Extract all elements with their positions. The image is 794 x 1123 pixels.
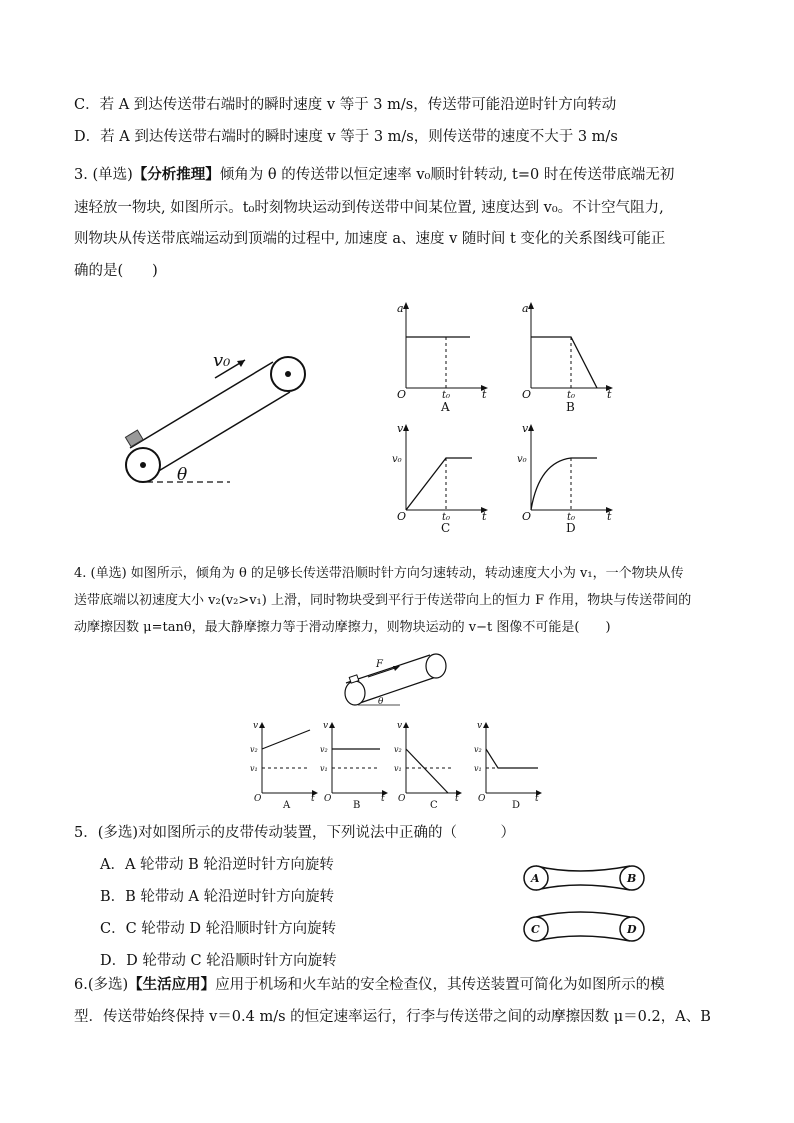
q3-graph-b — [517, 300, 617, 412]
q6-line-2: 型．传送带始终保持 v＝0.4 m/s 的恒定速率运行，行李与传送带之间的动摩擦因数 μ＝0.2，A、B — [74, 1009, 711, 1025]
q3c-label: C — [441, 521, 451, 535]
q4a-label: A — [283, 800, 291, 811]
q3b-origin: O — [522, 388, 532, 401]
q4d-v2: v₂ — [474, 745, 482, 754]
q5-option-a: A．A 轮带动 B 轮沿逆时针方向旋转 — [100, 857, 334, 873]
q3d-ytick: v₀ — [517, 454, 527, 465]
q3-graph-c — [392, 420, 492, 535]
q3d-tick: t₀ — [567, 512, 576, 523]
q6-tag: 【生活应用】 — [128, 976, 216, 993]
q4a-v2: v₂ — [250, 745, 258, 754]
q4d-label: D — [512, 800, 521, 811]
q3-v0-label: v₀ — [213, 350, 231, 371]
q5-belt-figure — [520, 860, 650, 946]
q4d-v1: v₁ — [474, 764, 482, 773]
q4c-xaxis: t — [455, 794, 459, 804]
q4-graph-c — [392, 718, 464, 810]
q5-option-c: C．C 轮带动 D 轮沿顺时针方向旋转 — [100, 921, 337, 937]
q3-graph-a — [392, 300, 492, 412]
q3b-yaxis: a — [522, 302, 529, 315]
q4a-yaxis: v — [253, 721, 259, 731]
q3c-origin: O — [397, 510, 407, 523]
q3-conveyor-figure — [115, 340, 315, 500]
q4c-v2: v₂ — [394, 745, 402, 754]
q4-force-label: F — [376, 659, 383, 670]
q3d-origin: O — [522, 510, 532, 523]
wheel-b-label: B — [627, 872, 637, 885]
q4d-yaxis: v — [477, 721, 483, 731]
q4d-origin: O — [478, 794, 486, 804]
q3d-xaxis: t — [607, 510, 612, 523]
q4b-yaxis: v — [323, 721, 329, 731]
q5-stem: 5．(多选)对如图所示的皮带传动装置，下列说法中正确的（ ） — [74, 825, 516, 841]
q4-conveyor-figure — [340, 645, 460, 715]
wheel-d-label: D — [627, 923, 637, 936]
q4-graph-a — [248, 718, 320, 810]
q3b-xaxis: t — [607, 388, 612, 401]
q4c-v1: v₁ — [394, 764, 402, 773]
q4b-v1: v₁ — [320, 764, 328, 773]
q3a-xaxis: t — [482, 388, 487, 401]
q4a-v1: v₁ — [250, 764, 258, 773]
q4b-origin: O — [324, 794, 332, 804]
wheel-c-label: C — [531, 923, 540, 936]
q3-line-3: 则物块从传送带底端运动到顶端的过程中, 加速度 a、速度 v 随时间 t 变化的关系图线可能正 — [74, 231, 666, 247]
q3a-tick: t₀ — [442, 390, 451, 401]
q3d-label: D — [566, 521, 576, 535]
q4a-origin: O — [254, 794, 262, 804]
q3-theta-label: θ — [177, 465, 188, 485]
q6-line-1-rest: 应用于机场和火车站的安全检查仪，其传送装置可简化为如图所示的模 — [215, 977, 665, 993]
q3a-label: A — [441, 400, 450, 414]
q3c-yaxis: v — [397, 422, 404, 435]
q4-graph-d — [472, 718, 544, 810]
q5-option-b: B．B 轮带动 A 轮沿逆时针方向旋转 — [100, 889, 335, 905]
q4c-yaxis: v — [397, 721, 403, 731]
q4c-origin: O — [398, 794, 406, 804]
q3-line-1-rest: 倾角为 θ 的传送带以恒定速率 v₀顺时针转动, t=0 时在传送带底端无初 — [219, 167, 675, 183]
q3c-xaxis: t — [482, 510, 487, 523]
q3d-yaxis: v — [522, 422, 529, 435]
q4-graph-b — [318, 718, 390, 810]
q4-line-2: 送带底端以初速度大小 v₂(v₂>v₁) 上滑，同时物块受到平行于传送带向上的恒力 F 作用，物块与传送带间的 — [74, 593, 692, 608]
q3b-tick: t₀ — [567, 390, 576, 401]
q5-option-d: D．D 轮带动 C 轮沿顺时针方向旋转 — [100, 953, 337, 969]
q3a-origin: O — [397, 388, 407, 401]
q6-line-1 — [74, 976, 665, 994]
q4b-v2: v₂ — [320, 745, 328, 754]
q3c-ytick: v₀ — [392, 454, 402, 465]
q4-theta-label: θ — [378, 697, 384, 707]
q3-line-2: 速轻放一物块, 如图所示。t₀时刻物块运动到传送带中间某位置, 速度达到 v₀。不计空气阻力, — [74, 200, 664, 216]
q4b-label: B — [353, 800, 361, 811]
q3b-label: B — [566, 400, 575, 414]
q3a-yaxis: a — [397, 302, 404, 315]
q2-option-c: C．若 A 到达传送带右端时的瞬时速度 v 等于 3 m/s，传送带可能沿逆时针方向转动 — [74, 97, 617, 113]
q4-line-3: 动摩擦因数 μ=tanθ，最大静摩擦力等于滑动摩擦力，则物块运动的 v−t 图像不可能是( ) — [74, 620, 611, 635]
q2-option-d: D．若 A 到达传送带右端时的瞬时速度 v 等于 3 m/s，则传送带的速度不大于 3 m/s — [74, 129, 618, 145]
q6-prefix: 6.(多选) — [74, 977, 129, 993]
q3-prefix: 3. (单选) — [74, 167, 133, 183]
q4d-xaxis: t — [535, 794, 539, 804]
wheel-a-label: A — [531, 872, 540, 885]
q3c-tick: t₀ — [442, 512, 451, 523]
q3-line-1 — [74, 166, 674, 184]
q4-line-1: 4. (单选) 如图所示，倾角为 θ 的足够长传送带沿顺时针方向匀速转动，转动速度大小为 v₁，一个物块从传 — [74, 566, 684, 581]
q4b-xaxis: t — [381, 794, 385, 804]
q4c-label: C — [430, 800, 438, 811]
q3-graph-d — [517, 420, 617, 535]
q3-line-4: 确的是( ) — [74, 263, 158, 279]
q3-tag: 【分析推理】 — [132, 166, 220, 183]
q4a-xaxis: t — [311, 794, 315, 804]
